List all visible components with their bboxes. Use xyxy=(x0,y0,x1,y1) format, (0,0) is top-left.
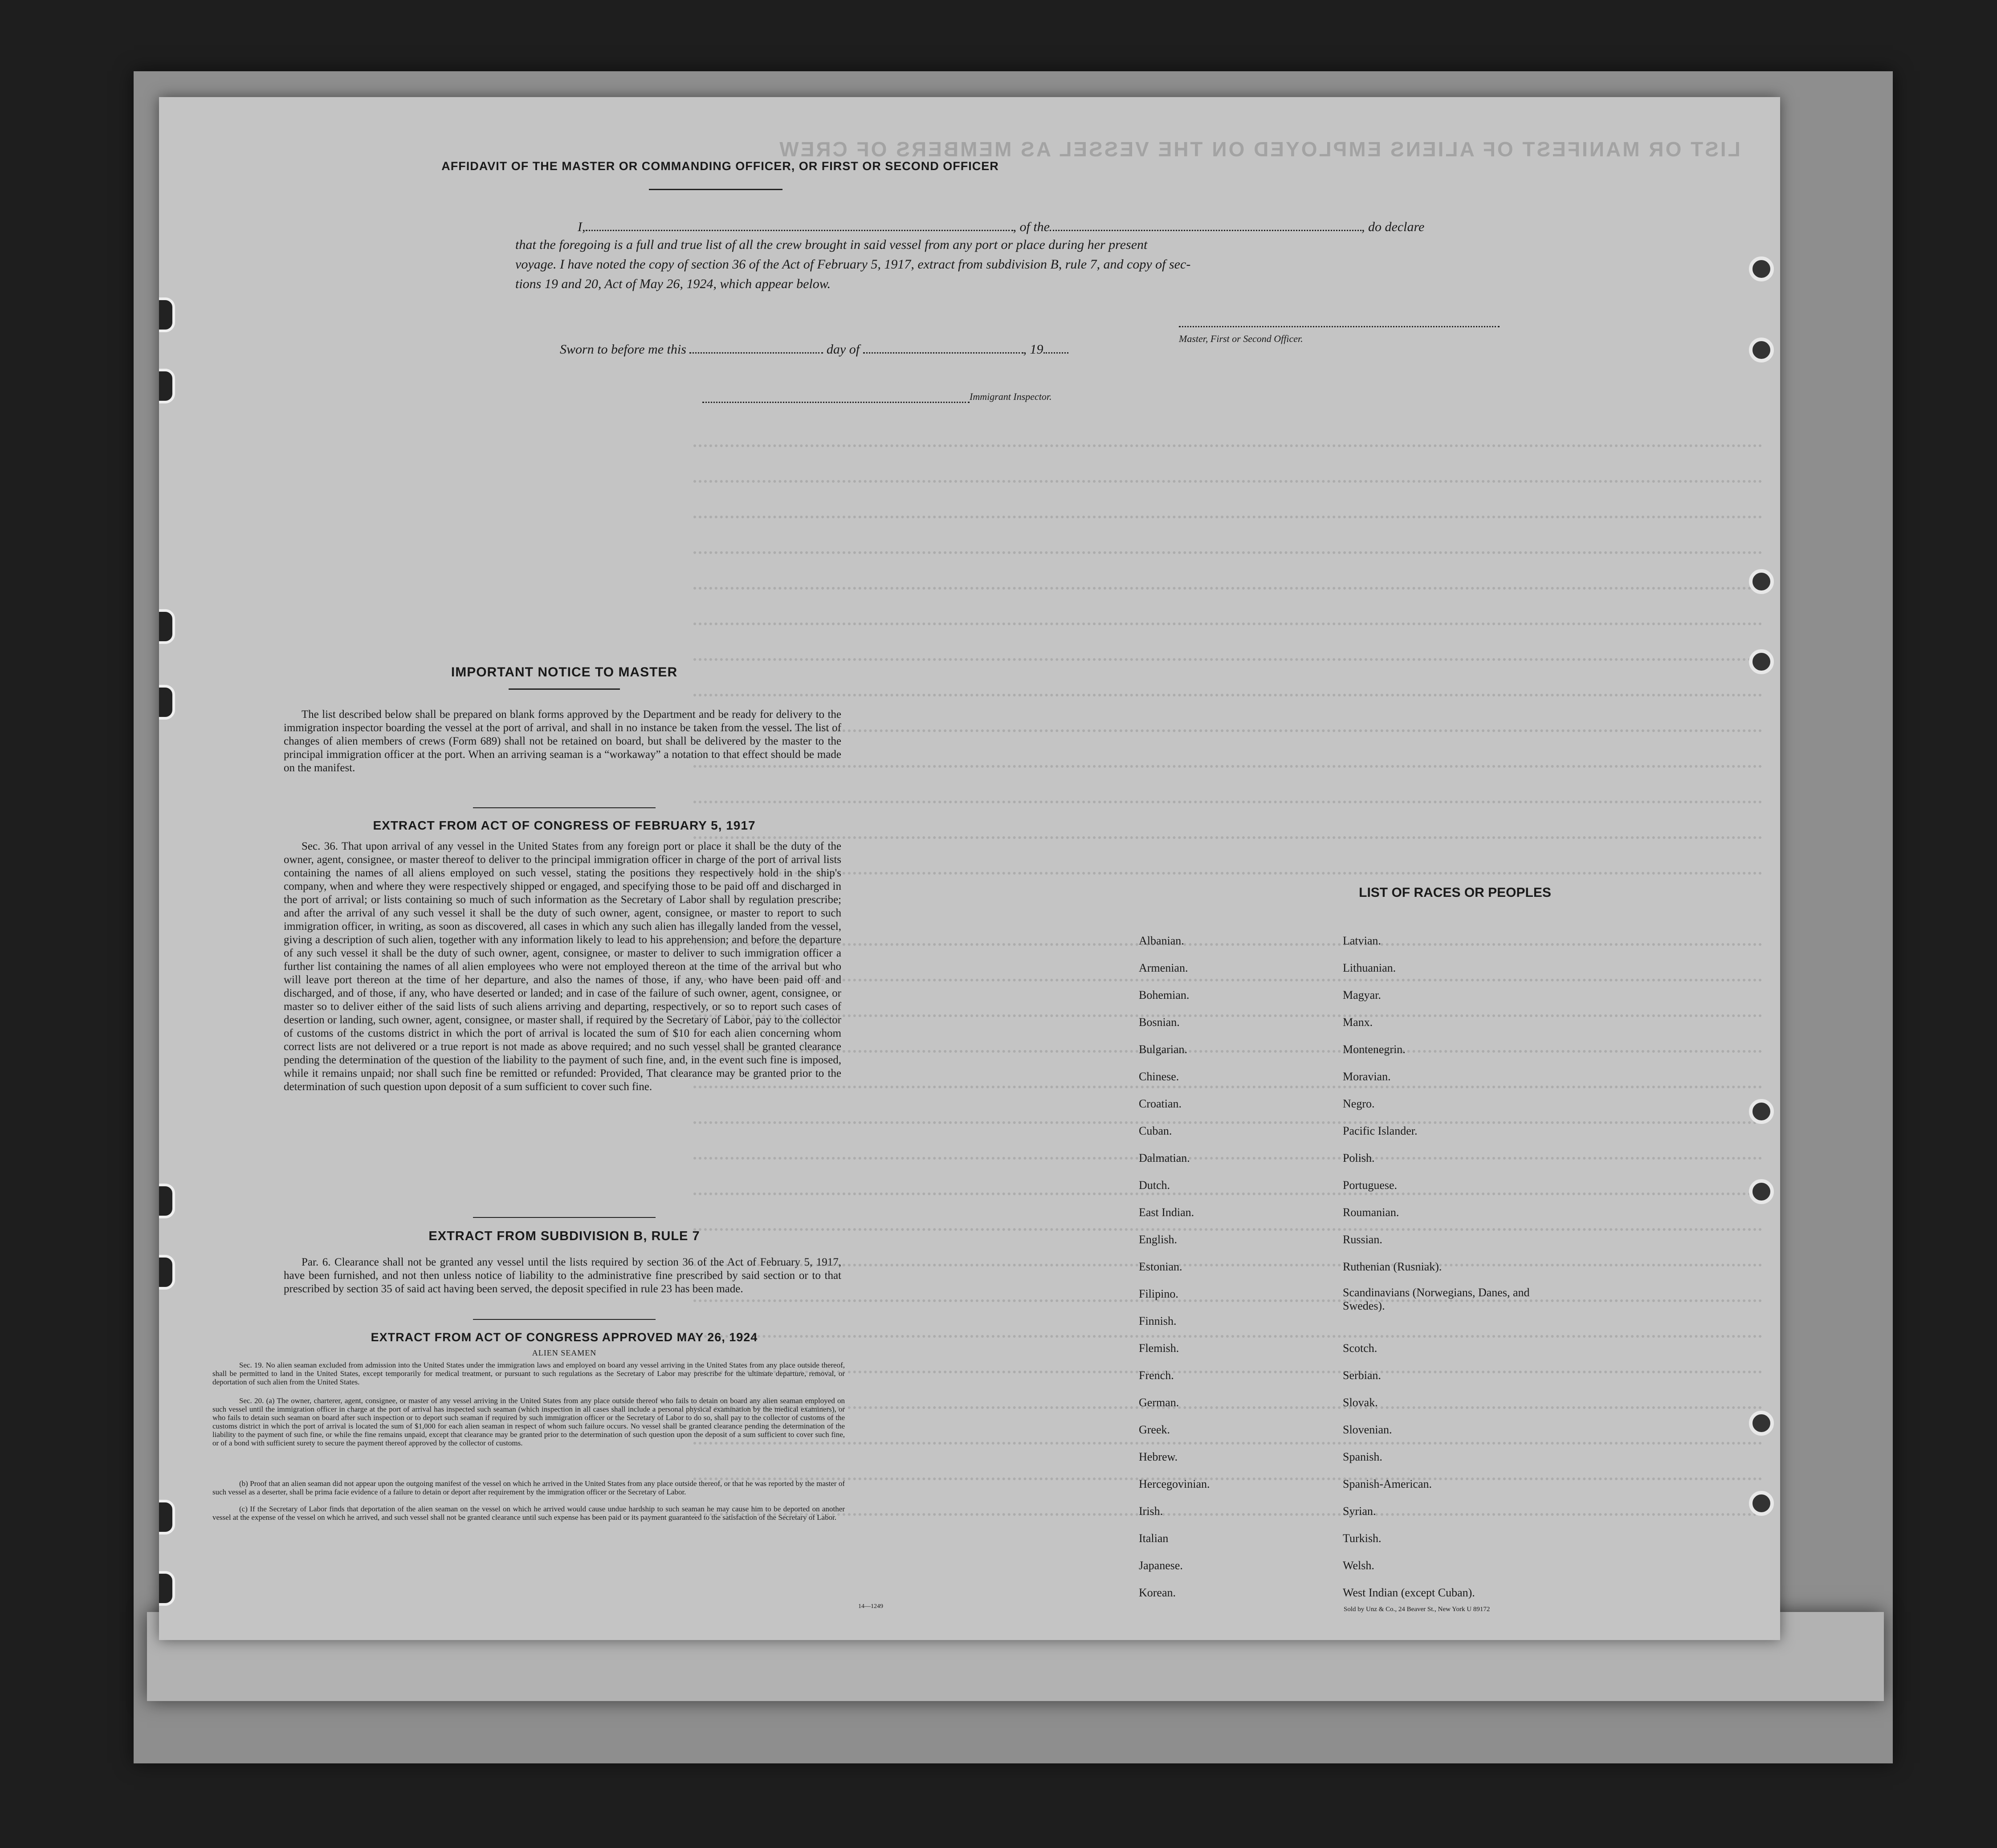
inspector-caption: Immigrant Inspector. xyxy=(970,391,1052,402)
sworn-year: , 19 xyxy=(1023,342,1043,357)
race-item: Cuban. xyxy=(1139,1124,1172,1137)
race-item: Bosnian. xyxy=(1139,1016,1180,1029)
race-item: Spanish. xyxy=(1343,1450,1382,1463)
declaration-line xyxy=(578,217,1575,237)
punch-hole xyxy=(1749,1099,1774,1124)
punch-hole xyxy=(1749,256,1774,281)
race-item: Irish. xyxy=(1139,1505,1163,1518)
race-item: English. xyxy=(1139,1233,1177,1246)
race-item: Manx. xyxy=(1343,1016,1373,1029)
race-item: Syrian. xyxy=(1343,1505,1376,1518)
race-item: Portuguese. xyxy=(1343,1179,1398,1192)
extract-1917-heading: EXTRACT FROM ACT OF CONGRESS OF FEBRUARY 5, 1917 xyxy=(373,818,756,832)
race-item: Flemish. xyxy=(1139,1342,1179,1355)
race-item: Hebrew. xyxy=(1139,1450,1178,1463)
punch-hole xyxy=(159,369,175,403)
race-item: Korean. xyxy=(1139,1586,1176,1599)
day-blank[interactable] xyxy=(689,342,823,354)
punch-hole xyxy=(159,1184,175,1218)
race-item: Filipino. xyxy=(1139,1287,1178,1300)
affidavit-body xyxy=(515,235,1593,294)
title-rule xyxy=(649,189,782,190)
notice-text: The list described below shall be prepared on blank forms approved by the Department and be ready for delivery to the immigration inspector boarding the vessel at the port of arrival, and shall in no instance be taken from the vessel. The list of changes of alien members of crews (Form 689) shall not be retained on board, but shall be delivered by the master to the principal immigration officer at the port. When an arriving seaman is a “workaway” a notation to that effect should be made on the manifest. xyxy=(284,708,841,774)
punch-hole xyxy=(159,1571,175,1606)
race-item: Slovenian. xyxy=(1343,1423,1392,1436)
manifest-page xyxy=(159,97,1780,1640)
race-item: Hercegovinian. xyxy=(1139,1478,1210,1490)
bleed-through-title: LIST OR MANIFEST OF ALIENS EMPLOYED ON THE VESSEL AS MEMBERS OF CREW xyxy=(778,138,1740,161)
punch-hole xyxy=(1749,1491,1774,1516)
section-rule xyxy=(473,1319,656,1320)
affidavit-body-line: voyage. I have noted the copy of section 36 of the Act of February 5, 1917, extract from subdivision B, rule 7, and copy of sec- xyxy=(515,257,1191,272)
year-blank[interactable] xyxy=(1043,342,1068,354)
race-item: Turkish. xyxy=(1343,1532,1382,1545)
punch-hole xyxy=(159,297,175,332)
punch-hole xyxy=(159,1500,175,1535)
race-item: Scandinavians (Norwegians, Danes, and Swedes). xyxy=(1343,1286,1530,1312)
month-blank[interactable] xyxy=(863,342,1023,354)
race-item: Italian xyxy=(1139,1532,1169,1545)
race-item: Polish. xyxy=(1343,1152,1375,1164)
alien-seamen-subheading: ALIEN SEAMEN xyxy=(532,1348,597,1357)
race-item: Moravian. xyxy=(1343,1070,1391,1083)
form-code: 14—1249 xyxy=(858,1603,883,1610)
race-item: Armenian. xyxy=(1139,961,1188,974)
race-item: Scotch. xyxy=(1343,1342,1378,1355)
race-item: Russian. xyxy=(1343,1233,1382,1246)
name-blank[interactable] xyxy=(586,219,1013,231)
sec20a-text: Sec. 20. (a) The owner, charterer, agent, consignee, or master of any vessel arriving in the United States from any place outside thereof who fails to detain on board any alien seaman employed on such vessel until the immigration officer in charge at the port of arrival has inspected such seaman (which inspection in all cases shall include a personal physical examination by the medical examiners), or who fails to detain such seaman on board after such inspection or to deport such seaman if required by such immigration officer or the Secretary of Labor to do so, shall pay to the collector of customs of the customs district in which the port of arrival is located the sum of $1,000 for each alien seaman in respect of whom such failure occurs. No vessel shall be granted clearance pending the determination of the liability to the payment of such fine, or while the fine remains unpaid, except that clearance may be granted prior to the determination of such question upon the deposit of a sum sufficient to cover such fine, or of a bond with sufficient surety to secure the payment thereof approved by the collector of customs. xyxy=(212,1396,845,1447)
race-item: Montenegrin. xyxy=(1343,1043,1406,1056)
sworn-day: day of xyxy=(826,342,860,357)
race-item: Croatian. xyxy=(1139,1097,1182,1110)
race-item: Estonian. xyxy=(1139,1260,1182,1273)
affidavit-body-line: that the foregoing is a full and true list of all the crew brought in said vessel from any port or place during her present xyxy=(515,237,1148,252)
sec19-text: Sec. 19. No alien seaman excluded from admission into the United States under the immigration laws and employed on board any vessel arriving in the United States from any place outside thereof, shall be permitted to land in the United States, except temporarily for medical treatment, or pursuant to such regulations as the Secretary of Labor may prescribe for the ultimate departure, removal, or deportation of such alien from the United States. xyxy=(212,1361,845,1386)
race-item: Bulgarian. xyxy=(1139,1043,1188,1056)
vessel-blank[interactable] xyxy=(1050,219,1361,231)
race-item: Latvian. xyxy=(1343,934,1381,947)
punch-hole xyxy=(1749,338,1774,362)
section-rule xyxy=(473,1217,656,1218)
race-item: Magyar. xyxy=(1343,989,1381,1001)
declare-of-the: , of the xyxy=(1013,220,1050,234)
master-caption: Master, First or Second Officer. xyxy=(1179,333,1303,344)
race-item: Negro. xyxy=(1343,1097,1375,1110)
declare-end: , do declare xyxy=(1361,220,1425,234)
race-item: Roumanian. xyxy=(1343,1206,1399,1219)
punch-hole xyxy=(1749,649,1774,674)
declare-i: I, xyxy=(578,220,586,234)
affidavit-body-line: tions 19 and 20, Act of May 26, 1924, which appear below. xyxy=(515,277,831,291)
punch-hole xyxy=(1749,1179,1774,1204)
race-item: Chinese. xyxy=(1139,1070,1179,1083)
punch-hole xyxy=(1749,1411,1774,1436)
section-rule xyxy=(473,807,656,808)
extract-rule7-text: Par. 6. Clearance shall not be granted any vessel until the lists required by section 36 of the Act of February 5, 1917, have been furnished, and not then unless notice of liability to the administrative fine prescribed by said section or to that prescribed by section 35 of said act having been served, the deposit specified in rule 23 has been made. xyxy=(284,1256,841,1295)
race-item: Japanese. xyxy=(1139,1559,1183,1572)
punch-hole xyxy=(1749,569,1774,594)
race-item: Ruthenian (Rusniak). xyxy=(1343,1260,1442,1273)
race-item: Albanian. xyxy=(1139,934,1184,947)
race-item: Bohemian. xyxy=(1139,989,1190,1001)
sworn-prefix: Sworn to before me this xyxy=(560,342,686,357)
punch-hole xyxy=(159,1255,175,1290)
race-item: German. xyxy=(1139,1396,1179,1409)
extract-1917-text: Sec. 36. That upon arrival of any vessel in the United States from any foreign port or place it shall be the duty of the owner, agent, consignee, or master thereof to deliver to the principal immigration officer in charge of the port of arrival lists containing the names of all aliens employed on such vessel, stating the positions they respectively hold in the ship's company, when and where they were respectively shipped or engaged, and specifying those to be paid off and discharged in the port of arrival; or lists containing so much of such information as the Secretary of Labor shall by regulation prescribe; and after the arrival of any such vessel it shall be the duty of such owner, agent, consignee, or master to report to such immigration officer, in writing, as soon as discovered, all cases in which any such alien has illegally landed from the vessel, giving a description of such alien, together with any information likely to lead to his apprehension; and before the departure of any such vessel it shall be the duty of such owner, agent, consignee, or master to deliver to such immigration officer a further list containing the names of all alien employees who were not employed thereon at the time of the arrival but who will leave port thereon at the time of her departure, and also the names of those, if any, who have been paid off and discharged, and of those, if any, who have deserted or landed; and in case of the failure of such owner, agent, consignee, or master so to deliver either of the said lists of such aliens arriving and departing, respectively, or so to report such cases of desertion or landing, such owner, agent, consignee, or master shall, if required by the Secretary of Labor, pay to the collector of customs of the customs district in which the port of arrival is located the sum of $10 for each alien concerning whom correct lists are not delivered or a true report is not made as above required; and no such vessel shall be granted clearance pending the determination of the question of the liability to the payment of such fine, and, in the event such fine is imposed, while it remains unpaid; nor shall such fine be remitted or refunded: Provided, That clearance may be granted prior to the determination of such question upon deposit of a sum sufficient to cover such fine. xyxy=(284,840,841,1093)
publisher-imprint: Sold by Unz & Co., 24 Beaver St., New York U 89172 xyxy=(1344,1606,1490,1613)
race-item: French. xyxy=(1139,1369,1174,1382)
race-item: West Indian (except Cuban). xyxy=(1343,1586,1475,1599)
race-item: Dutch. xyxy=(1139,1179,1170,1192)
races-heading: LIST OF RACES OR PEOPLES xyxy=(1359,885,1551,900)
race-item: Spanish-American. xyxy=(1343,1478,1432,1490)
race-item: Serbian. xyxy=(1343,1369,1381,1382)
sworn-line xyxy=(560,340,1183,359)
extract-rule7-heading: EXTRACT FROM SUBDIVISION B, RULE 7 xyxy=(428,1229,700,1243)
sec20c-text: (c) If the Secretary of Labor finds that deportation of the alien seaman on the vessel on which he arrived would cause undue hardship to such seaman he may cause him to be deported on another vessel at the expense of the vessel on which he arrived, and such vessel shall not be granted clearance until such expense has been paid or its payment guaranteed to the satisfaction of the Secretary of Labor. xyxy=(212,1505,845,1522)
extract-1924-heading: EXTRACT FROM ACT OF CONGRESS APPROVED MAY 26, 1924 xyxy=(371,1331,758,1344)
race-item: Pacific Islander. xyxy=(1343,1124,1418,1137)
race-item: Welsh. xyxy=(1343,1559,1374,1572)
sec20b-text: (b) Proof that an alien seaman did not appear upon the outgoing manifest of the vessel on which he arrived in the United States from any place outside thereof, or that he was reported by the master of such vessel as a deserter, shall be prima facie evidence of a failure to detain or deport after requirement by the immigration officer or the Secretary of Labor. xyxy=(212,1479,845,1496)
race-item: Slovak. xyxy=(1343,1396,1378,1409)
affidavit-title: AFFIDAVIT OF THE MASTER OR COMMANDING OFFICER, OR FIRST OR SECOND OFFICER xyxy=(441,159,999,173)
punch-hole xyxy=(159,685,175,720)
notice-heading: IMPORTANT NOTICE TO MASTER xyxy=(451,665,678,680)
race-item: East Indian. xyxy=(1139,1206,1194,1219)
race-item: Dalmatian. xyxy=(1139,1152,1190,1164)
punch-hole xyxy=(159,609,175,644)
race-item: Finnish. xyxy=(1139,1315,1177,1327)
notice-rule xyxy=(509,688,620,690)
race-item: Lithuanian. xyxy=(1343,961,1396,974)
inspector-signature-blank[interactable] xyxy=(702,391,970,403)
race-item: Greek. xyxy=(1139,1423,1170,1436)
master-signature-blank[interactable] xyxy=(1179,315,1500,327)
